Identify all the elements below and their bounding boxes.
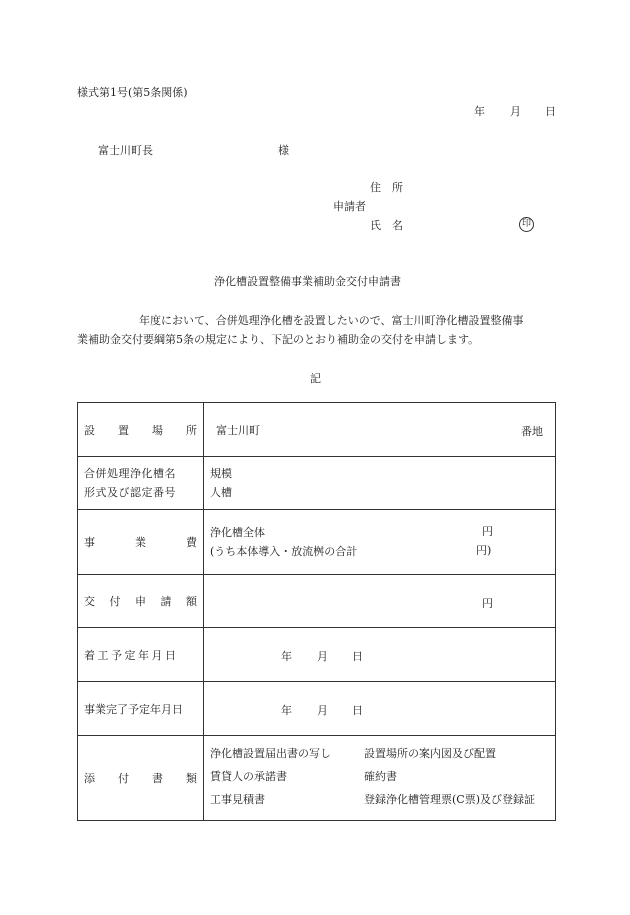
location-value — [204, 403, 556, 457]
row-model — [78, 457, 556, 510]
date-day: 日 — [545, 105, 556, 118]
application-table — [77, 402, 556, 821]
applicant-label: 申請者 — [333, 200, 366, 213]
cost-total-yen: 円 — [482, 525, 493, 538]
location-lot: 番地 — [521, 425, 543, 438]
end-date-value: 年 月 日 — [204, 682, 556, 736]
cost-subtotal-label: (うち本体導入・放流桝の合計 — [210, 545, 358, 558]
date-month: 月 — [510, 105, 521, 118]
honorific: 様 — [278, 144, 289, 157]
body-line-2: 業補助金交付要綱第5条の規定により、下記のとおり補助金の交付を申請します。 — [77, 333, 480, 346]
attachment-item: 浄化槽設置届出書の写し — [210, 747, 331, 760]
attachment-item: 登録浄化槽管理票(C票)及び登録証 — [364, 793, 535, 806]
attachments-label: 添 付 書 類 — [78, 736, 204, 821]
model-label: 合併処理浄化槽名 形式及び認定番号 — [78, 457, 204, 510]
body-line-1: 年度において、合併処理浄化槽を設置したいので、富士川町浄化槽設置整備事 — [139, 314, 524, 327]
amount-yen: 円 — [482, 597, 493, 610]
note-heading: 記 — [310, 372, 321, 385]
row-location — [78, 403, 556, 457]
cost-label: 事 業 費 — [78, 510, 204, 575]
start-date-value: 年 月 日 — [204, 628, 556, 682]
amount-value — [204, 575, 556, 628]
document-title: 浄化槽設置整備事業補助金交付申請書 — [214, 275, 401, 288]
attachment-item: 設置場所の案内図及び配置 — [364, 747, 496, 760]
row-attachments — [78, 736, 556, 821]
start-date-label: 着工予定年月日 — [78, 628, 204, 682]
attachment-item: 賃貸人の承諾書 — [210, 770, 287, 783]
name-label: 氏 名 — [370, 219, 403, 232]
row-amount — [78, 575, 556, 628]
attachment-item: 工事見積書 — [210, 793, 265, 806]
amount-label: 交 付 申 請 額 — [78, 575, 204, 628]
row-cost — [78, 510, 556, 575]
cost-subtotal-yen: 円) — [476, 544, 492, 557]
end-date-label: 事業完了予定年月日 — [78, 682, 204, 736]
model-tank: 人槽 — [210, 486, 232, 499]
location-label: 設 置 場 所 — [78, 403, 204, 457]
model-scale: 規模 — [210, 467, 232, 480]
model-value — [204, 457, 556, 510]
attachment-item: 確約書 — [364, 770, 397, 783]
addressee: 富士川町長 — [98, 144, 153, 157]
date-year: 年 — [474, 105, 485, 118]
attachments-value — [204, 736, 556, 821]
row-start-date — [78, 628, 556, 682]
seal-mark — [519, 216, 534, 232]
seal-icon: 印 — [519, 217, 534, 232]
cost-value — [204, 510, 556, 575]
form-number: 様式第1号(第5条関係) — [77, 86, 188, 99]
location-town: 富士川町 — [216, 423, 260, 437]
row-end-date — [78, 682, 556, 736]
address-label: 住 所 — [370, 181, 403, 194]
cost-total-label: 浄化槽全体 — [210, 526, 265, 539]
